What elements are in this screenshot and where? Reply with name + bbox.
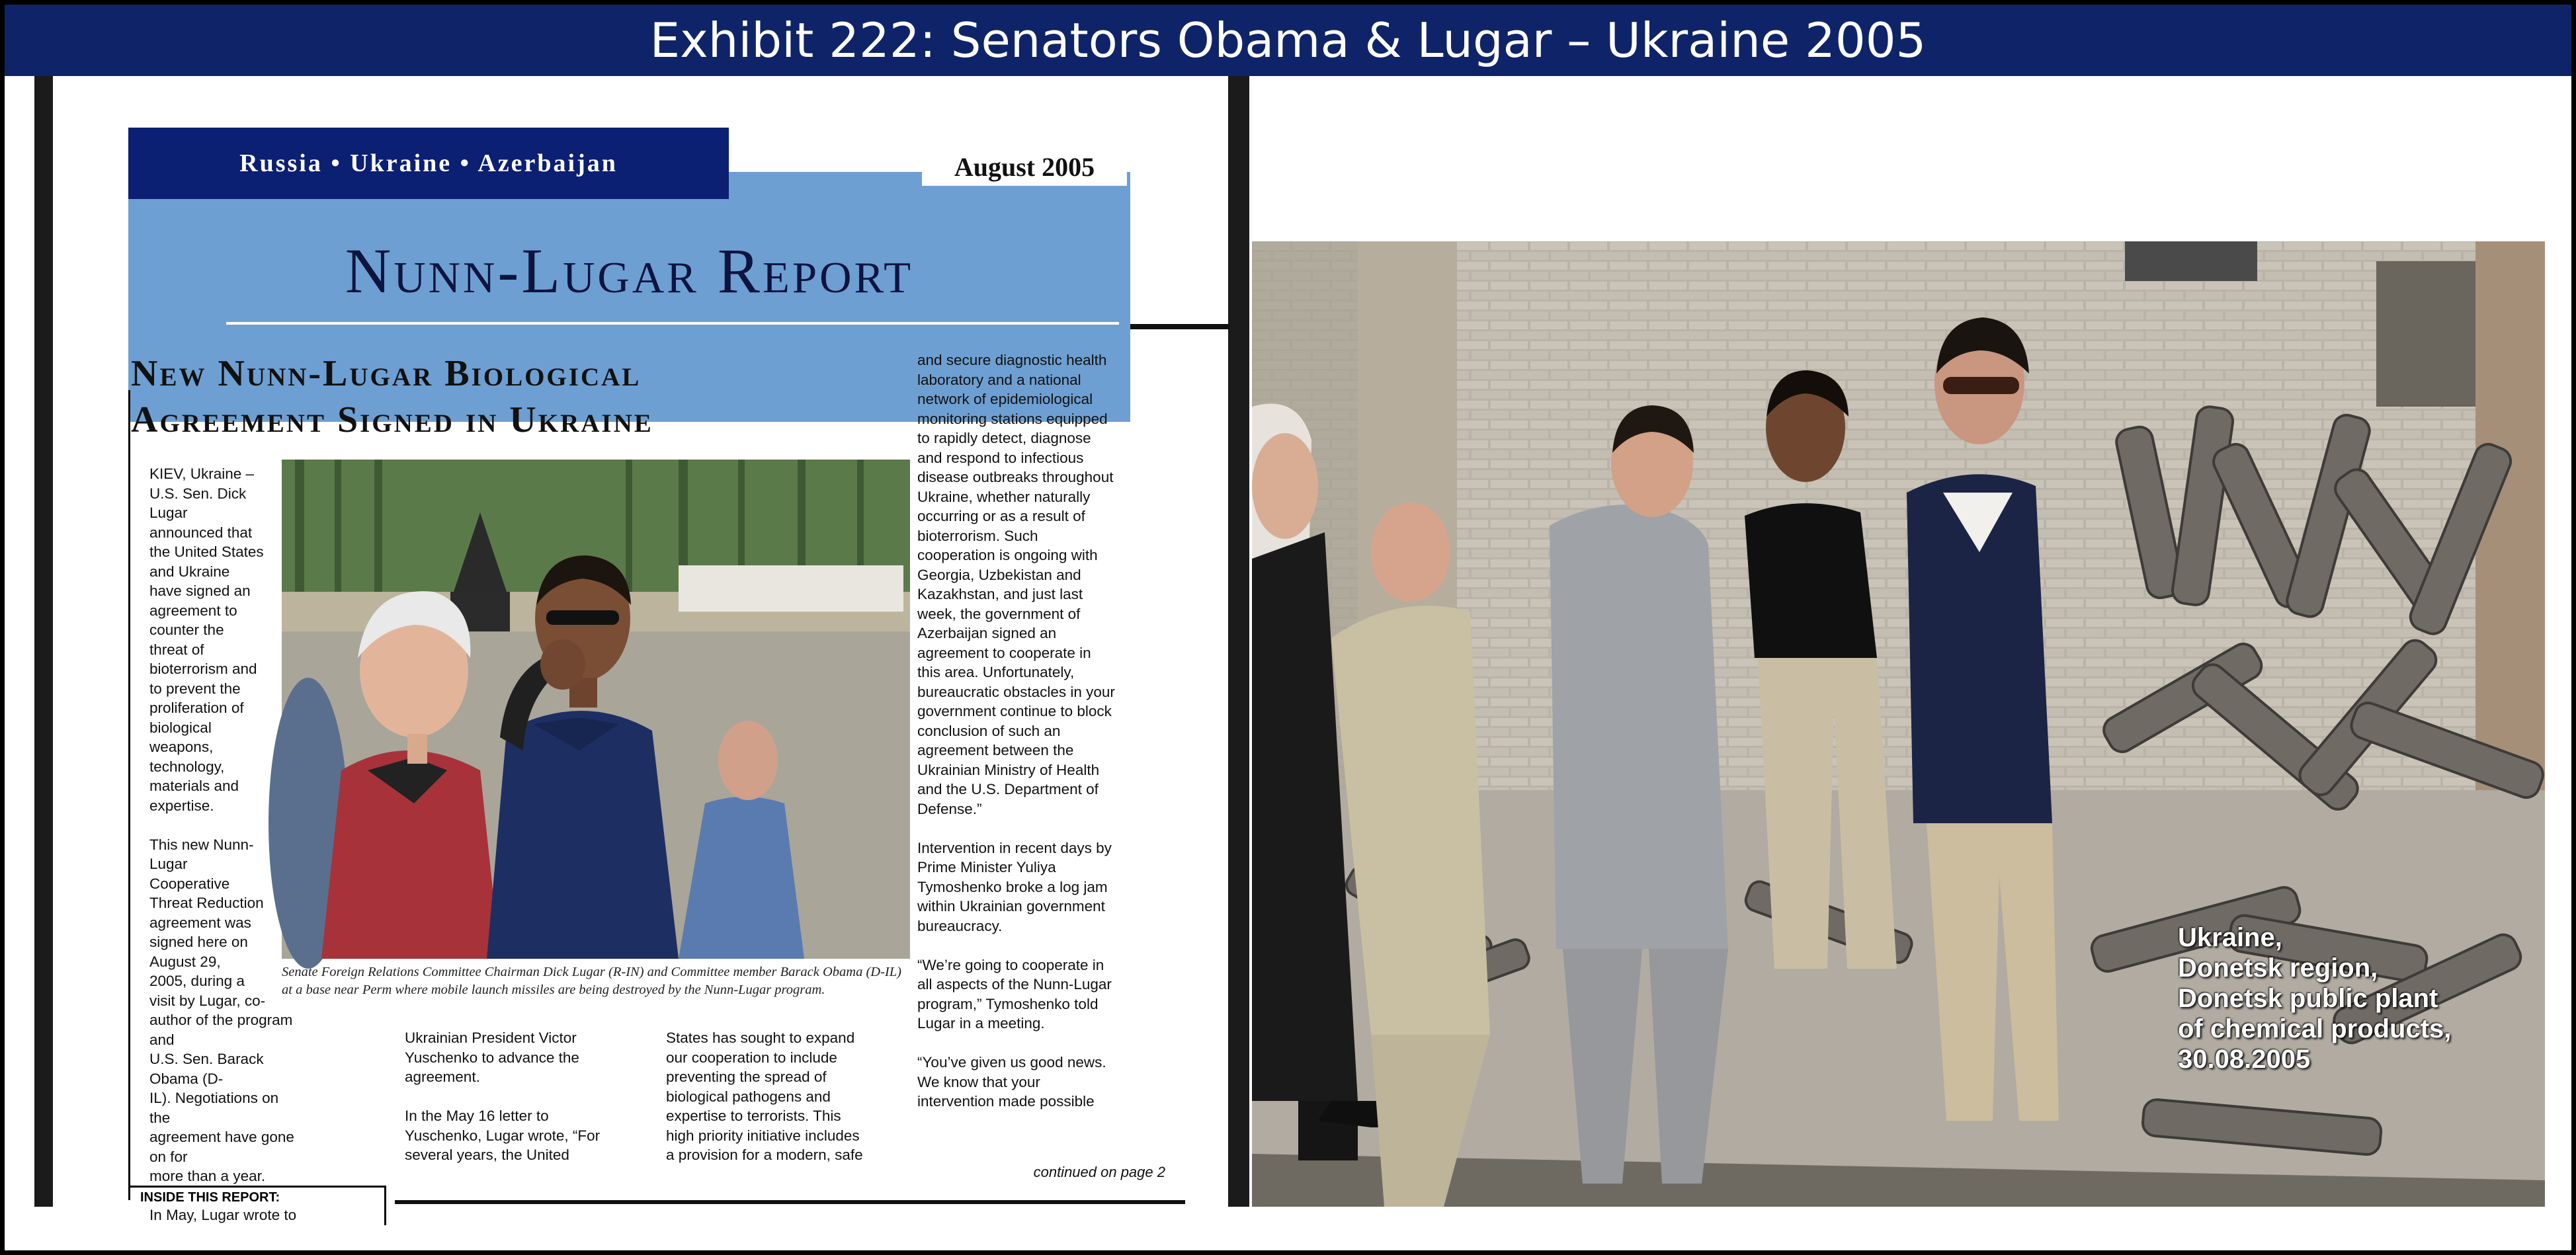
headline-line-2: Agreement Signed in Ukraine (131, 399, 653, 440)
issue-date: August 2005 (922, 149, 1127, 186)
masthead-rule (226, 322, 1119, 325)
photo-location-caption: Ukraine, Donetsk region, Donetsk public plant of chemical products, 30.08.2005 (2178, 923, 2452, 1074)
slide-title: Exhibit 222: Senators Obama & Lugar – Ukraine 2005 (5, 5, 2571, 76)
photo-caption: Senate Foreign Relations Committee Chairman Dick Lugar (R-IN) and Committee member Barack Obama (D-IL) at a base near Perm where mobile launch missiles are being destroyed by the Nunn-Lugar program. (282, 965, 901, 997)
footer-rule (395, 1200, 1185, 1204)
article-column-2: Ukrainian President Victor Yuschenko to advance the agreement. In the May 16 letter to Yuschenko, Lugar wrote, “For several years, the United (405, 1030, 601, 1163)
plant-visit-photo (1252, 241, 2545, 1207)
article-right-column: and secure diagnostic health laboratory and a national network of epidemiological monitoring stations equipped to rapidly detect, diagnose and respond to infectious disease outbreaks throughout Ukraine, whether naturally occurring or as a result of bioterrorism. Such cooperation is ongoing with Georgia, Uzbekistan and Kazakhstan, and just last week, the government of Azerbaijan signed an agreement to cooperate in this area. Unfortunately, bureaucratic obstacles in your government continue to block conclusion of such an agreement between the Ukrainian Ministry of Health and the U.S. Department of Defense.” Intervention in recent days by Prime Minister Yuliya Tymoshenko broke a log jam within Ukrainian government bureaucracy. “We’re going to cooperate in all aspects of the Nunn-Lugar program,” Tymoshenko told Lugar in a meeting. “You’ve given us good news. We know that your intervention made possible (917, 352, 1115, 1110)
headline-line-1: New Nunn-Lugar Biological (131, 353, 642, 394)
masthead-regions: Russia • Ukraine • Azerbaijan (128, 128, 729, 199)
senators-photo (282, 460, 910, 959)
column-rule (128, 390, 130, 1200)
article-lead-column: KIEV, Ukraine – U.S. Sen. Dick Lugar announced that the United States and Ukraine have signed an agreement to counter the threat of bioterrorism and to prevent the proliferation of biological weapons, technology, materials and expertise. This new Nunn- Lugar Cooperative Threat Reduction agreement was signed here on August 29, 2005, during a visit by Lugar, co- author of the program and U.S. Sen. Barack Obama (D- IL). Negotiations on the agreement have gone on for more than a year. In May, Lugar wrote to (149, 466, 297, 1223)
page-edge-right (1228, 76, 1249, 1207)
article-column-3: States has sought to expand our cooperation to include preventing the spread of biological pathogens and expertise to terrorists. This high priority initiative includes a provision for a modern, safe (666, 1030, 863, 1163)
masthead-rule-dark (1130, 324, 1229, 329)
article-headline (131, 350, 944, 443)
continued-note: continued on page 2 (1033, 1164, 1165, 1180)
senators-photo-illustration (282, 460, 910, 959)
report-title: Nunn-Lugar Report (345, 235, 914, 306)
page-edge-left (34, 76, 53, 1207)
newsletter-page (34, 76, 1251, 1223)
inside-report-box: INSIDE THIS REPORT: (128, 1186, 386, 1225)
